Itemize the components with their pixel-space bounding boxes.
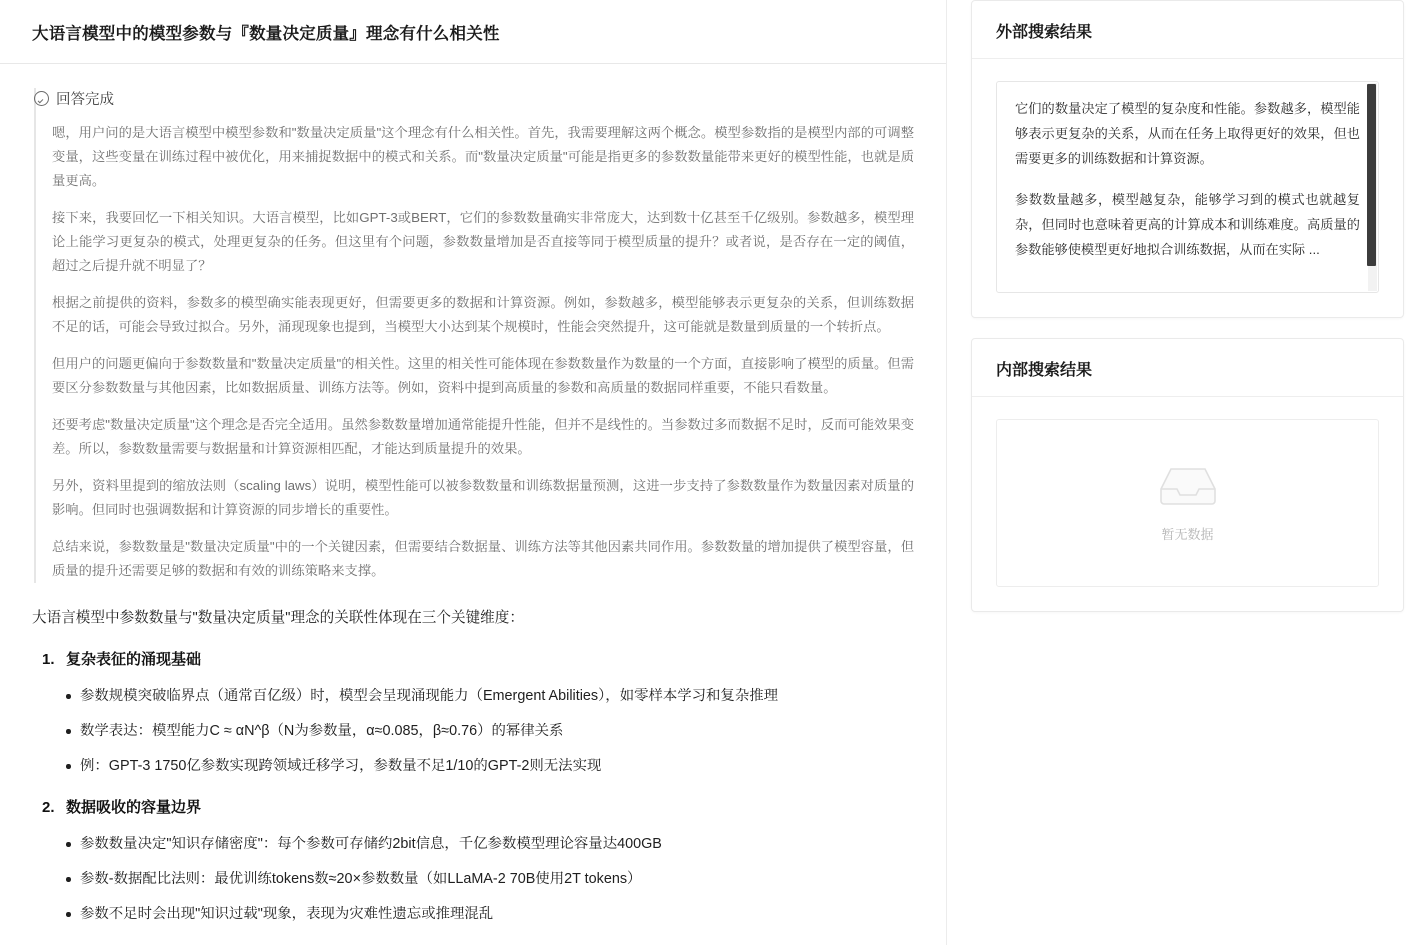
section-number: 2. (42, 799, 55, 816)
reasoning-block (34, 88, 914, 583)
reasoning-paragraph: 总结来说，参数数量是"数量决定质量"中的一个关键因素，但需要结合数据量、训练方法等其他因素共同作用。参数数量的增加提供了模型容量，但质量的提升还需要足够的数据和有效的训练策略来支撑。 (52, 539, 914, 578)
reasoning-status (34, 88, 914, 109)
list-item: 例：GPT-3 1750亿参数实现跨领域迁移学习，参数量不足1/10的GPT-2则无法实现 (66, 755, 914, 777)
internal-search-title: 内部搜索结果 (972, 339, 1403, 397)
external-results-scrollarea[interactable] (996, 81, 1379, 293)
reasoning-status-label: 回答完成 (56, 92, 114, 108)
vertical-scrollbar-thumb[interactable] (1367, 84, 1376, 266)
answer-section-heading (32, 649, 914, 671)
section-number: 1. (42, 651, 55, 668)
external-search-title: 外部搜索结果 (972, 1, 1403, 59)
vertical-scrollbar-track[interactable] (1368, 83, 1377, 291)
final-answer-lead: 大语言模型中参数数量与"数量决定质量"理念的关联性体现在三个关键维度： (32, 610, 524, 626)
search-result-snippet: 参数数量越多，模型越复杂，能够学习到的模式也就越复杂，但同时也意味着更高的计算成本和训练难度。高质量的参数能够使模型更好地拟合训练数据，从而在实际 ... (1015, 192, 1360, 257)
answer-section-bullets (32, 685, 914, 777)
question-header (0, 0, 946, 64)
external-search-body (972, 59, 1403, 317)
reasoning-paragraph: 但用户的问题更偏向于参数数量和"数量决定质量"的相关性。这里的相关性可能体现在参数数量作为数量的一个方面，直接影响了模型的质量。但需要区分参数数量与其他因素，比如数据质量、训练方法等。例如，资料中提到高质量的参数和高质量的数据同样重要，不能只看数量。 (52, 356, 914, 395)
reasoning-paragraph: 另外，资料里提到的缩放法则（scaling laws）说明，模型性能可以被参数数量和训练数据量预测，这进一步支持了参数数量作为数量因素对质量的影响。但同时也强调数据和计算资源的同步增长的重要性。 (52, 478, 914, 517)
list-item: 数学表达：模型能力C ≈ αN^β（N为参数量，α≈0.085，β≈0.76）的幂律关系 (66, 720, 914, 742)
search-result-snippet: 它们的数量决定了模型的复杂度和性能。参数越多，模型能够表示更复杂的关系，从而在任务上取得更好的效果，但也需要更多的训练数据和计算资源。 (1015, 101, 1360, 166)
internal-search-body (972, 397, 1403, 611)
section-heading-text: 复杂表征的涌现基础 (66, 651, 202, 668)
list-item: 参数规模突破临界点（通常百亿级）时，模型会呈现涌现能力（Emergent Abilities），如零样本学习和复杂推理 (66, 685, 914, 707)
reasoning-paragraph: 接下来，我要回忆一下相关知识。大语言模型，比如GPT-3或BERT，它们的参数数量确实非常庞大，达到数十亿甚至千亿级别。参数越多，模型理论上能学习更复杂的模式，处理更复杂的任务。但这里有个问题，参数数量增加是否直接等同于模型质量的提升？或者说，是否存在一定的阈值，超过之后提升就不明显了？ (52, 210, 914, 273)
section-heading-text: 数据吸收的容量边界 (66, 799, 202, 816)
page-title: 大语言模型中的模型参数与『数量决定质量』理念有什么相关性 (32, 24, 500, 43)
empty-inbox-icon (1157, 463, 1219, 512)
answer-section-heading (32, 797, 914, 819)
internal-search-panel (971, 338, 1404, 612)
search-results-column (947, 0, 1428, 945)
list-item: 参数不足时会出现"知识过载"现象，表现为灾难性遗忘或推理混乱 (66, 903, 914, 925)
list-item: 参数-数据配比法则：最优训练tokens数≈20×参数数量（如LLaMA-2 70B使用2T tokens） (66, 868, 914, 890)
answer-section-bullets (32, 833, 914, 925)
final-answer (32, 605, 914, 925)
empty-state (996, 419, 1379, 587)
answer-content (0, 64, 946, 925)
reasoning-paragraph: 还要考虑"数量决定质量"这个理念是否完全适用。虽然参数数量增加通常能提升性能，但并不是线性的。当参数过多而数据不足时，反而可能效果变差。所以，参数数量需要与数据量和计算资源相匹配，才能达到质量提升的效果。 (52, 417, 914, 456)
empty-state-label: 暂无数据 (1161, 527, 1214, 542)
reasoning-paragraph: 嗯，用户问的是大语言模型中模型参数和"数量决定质量"这个理念有什么相关性。首先，我需要理解这两个概念。模型参数指的是模型内部的可调整变量，这些变量在训练过程中被优化，用来捕捉数据中的模式和关系。而"数量决定质量"可能是指更多的参数数量能带来更好的模型性能，也就是质量更高。 (52, 125, 914, 188)
reasoning-paragraph: 根据之前提供的资料，参数多的模型确实能表现更好，但需要更多的数据和计算资源。例如，参数越多，模型能够表示更复杂的关系，但训练数据不足的话，可能会导致过拟合。另外，涌现现象也提到，当模型大小达到某个规模时，性能会突然提升，这可能就是数量到质量的一个转折点。 (52, 295, 914, 334)
external-search-panel (971, 0, 1404, 318)
check-circle-icon (34, 91, 49, 106)
list-item: 参数数量决定"知识存储密度"：每个参数可存储约2bit信息，千亿参数模型理论容量达400GB (66, 833, 914, 855)
